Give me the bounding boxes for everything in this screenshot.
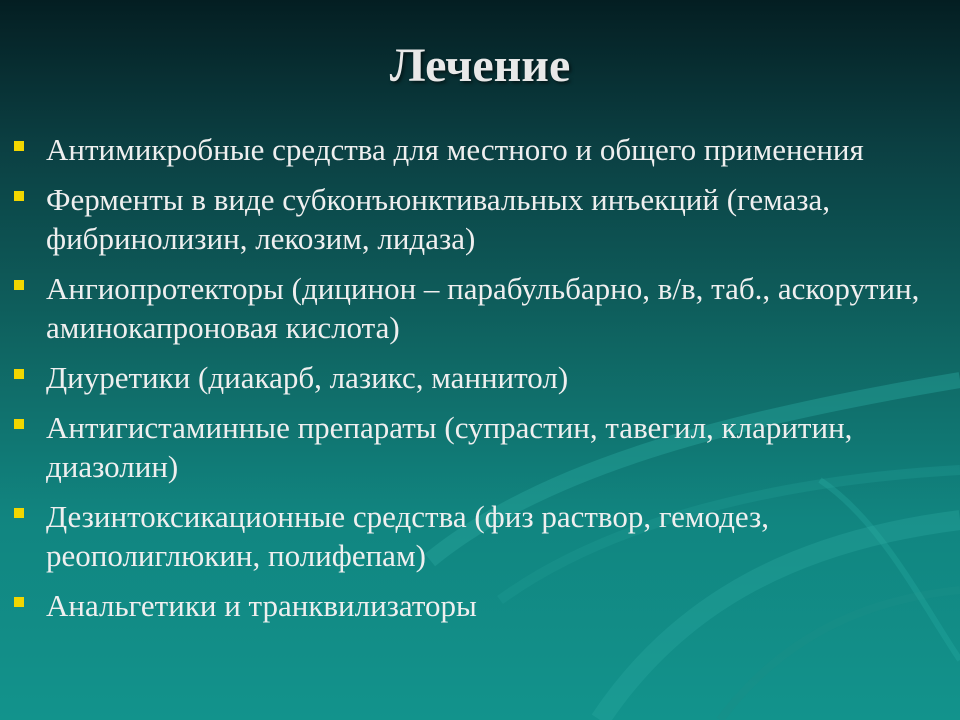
bullet-item — [12, 130, 942, 169]
slide-title: Лечение — [389, 39, 571, 92]
bullet-square-icon — [14, 280, 24, 290]
bullet-text: Дезинтоксикационные средства (физ раствор, гемодез, реополиглюкин, полифепам) — [46, 499, 770, 573]
bullet-list — [12, 130, 942, 636]
bullet-text: Диуретики (диакарб, лазикс, маннитол) — [46, 360, 569, 395]
bullet-text: Антимикробные средства для местного и общего применения — [46, 132, 864, 167]
bullet-text: Ферменты в виде субконъюнктивальных инъекций (гемаза, фибринолизин, лекозим, лидаза) — [46, 182, 831, 256]
bullet-item — [12, 180, 942, 258]
bullet-item — [12, 497, 942, 575]
bullet-text: Ангиопротекторы (дицинон – парабульбарно, в/в, таб., аскорутин, аминокапроновая кислота) — [46, 271, 920, 345]
bullet-item — [12, 586, 942, 625]
bullet-square-icon — [14, 191, 24, 201]
bullet-item — [12, 269, 942, 347]
bullet-square-icon — [14, 597, 24, 607]
bullet-square-icon — [14, 141, 24, 151]
bullet-text: Анальгетики и транквилизаторы — [46, 588, 477, 623]
bullet-square-icon — [14, 369, 24, 379]
bullet-item — [12, 408, 942, 486]
bullet-item — [12, 358, 942, 397]
bullet-square-icon — [14, 419, 24, 429]
bullet-square-icon — [14, 508, 24, 518]
bullet-text: Антигистаминные препараты (супрастин, тавегил, кларитин, диазолин) — [46, 410, 853, 484]
